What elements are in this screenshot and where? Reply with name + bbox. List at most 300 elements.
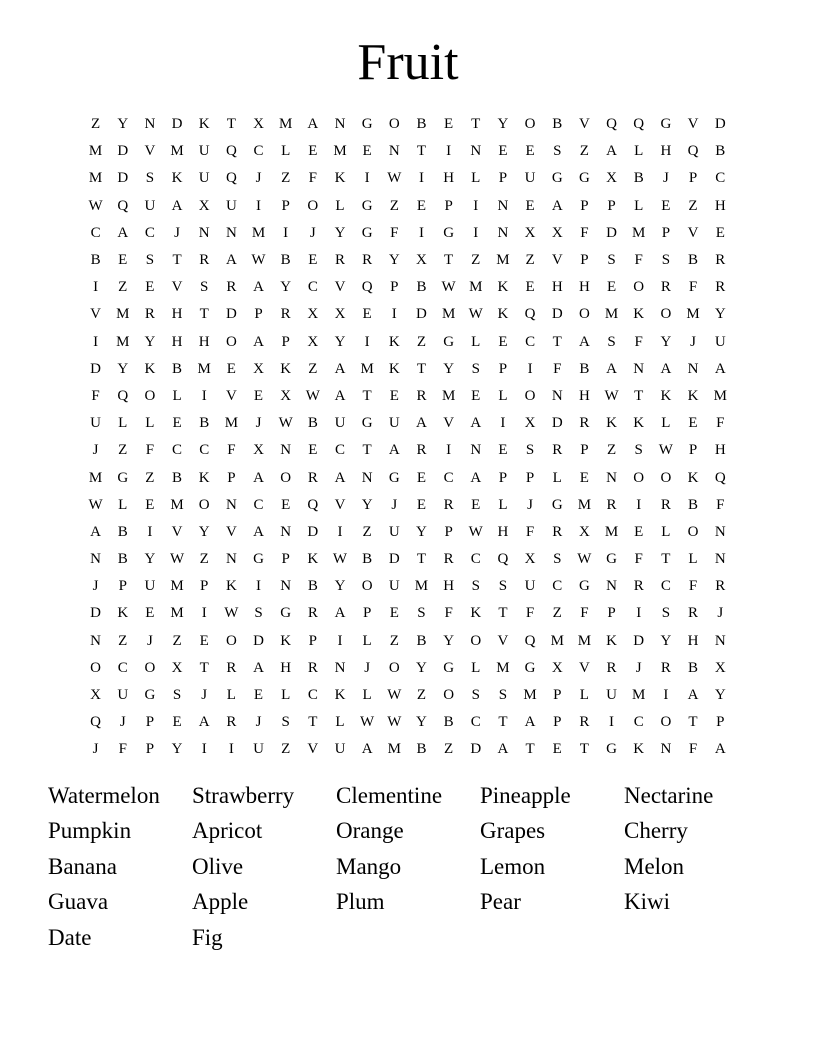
grid-letter: O [361,578,373,595]
grid-letter: A [524,714,536,731]
word-list-item: Watermelon [48,782,160,808]
grid-letter: K [497,279,509,296]
word-list-item: Guava [48,889,109,915]
grid-letter: L [118,415,128,432]
word-list-item: Date [48,924,92,950]
grid-letter: F [634,551,643,568]
grid-letter: M [523,687,537,704]
grid-letter: G [280,605,292,622]
grid-letter: I [337,632,343,649]
grid-letter: M [251,224,266,241]
word-list-item: Mango [336,853,402,879]
grid-letter: A [470,415,482,432]
word-list-item: Pineapple [480,782,571,808]
grid-letter: S [281,714,290,731]
grid-letter: W [305,387,320,404]
grid-row [82,600,734,627]
grid-letter: G [443,659,455,676]
grid-letter: D [117,170,129,187]
grid-letter: D [551,415,563,432]
grid-letter: W [604,387,619,404]
grid-letter: G [524,659,536,676]
grid-letter: W [387,170,402,187]
grid-letter: L [634,197,644,214]
grid-letter: J [92,442,99,459]
grid-letter: B [172,360,183,377]
grid-letter: T [579,741,589,758]
grid-letter: P [580,197,589,214]
grid-letter: O [225,632,237,649]
grid-letter: O [578,306,590,323]
grid-letter: N [714,551,726,568]
word-list-row [48,778,788,814]
grid-letter: W [387,687,402,704]
grid-letter: M [387,741,401,758]
grid-letter: U [388,578,400,595]
grid-letter: N [361,469,373,486]
grid-letter: S [471,687,480,704]
grid-letter: U [198,143,210,160]
grid-letter: M [632,224,646,241]
grid-letter: S [498,578,508,595]
grid-letter: E [281,496,291,513]
grid-letter: N [714,523,726,540]
grid-letter: R [579,415,590,432]
grid-letter: A [90,523,101,540]
word-list-row [48,885,788,921]
grid-letter: G [578,578,590,595]
grid-letter: J [662,170,669,187]
grid-letter: Z [444,741,454,758]
grid-letter: L [362,687,372,704]
grid-letter: K [198,116,210,133]
grid-letter: R [715,252,726,269]
grid-letter: X [551,224,563,241]
grid-letter: E [145,496,155,513]
grid-letter: P [607,605,616,622]
grid-letter: M [632,687,646,704]
grid-letter: S [254,605,263,622]
grid-letter: H [171,333,183,350]
grid-letter: E [444,116,454,133]
grid-letter: U [334,415,346,432]
grid-letter: F [525,605,535,622]
grid-letter: M [686,306,700,323]
grid-letter: N [90,632,101,649]
grid-letter: M [88,143,103,160]
grid-letter: T [416,360,427,377]
grid-letter: P [308,632,317,649]
grid-letter: Q [524,306,536,323]
grid-letter: W [278,415,293,432]
grid-letter: S [471,578,480,595]
grid-letter: C [144,224,155,241]
grid-letter: R [416,387,427,404]
word-list-item: Plum [336,889,385,915]
grid-letter: G [606,741,617,758]
grid-letter: N [334,116,346,133]
grid-letter: T [416,551,427,568]
grid-letter: E [715,224,725,241]
grid-letter: V [307,741,319,758]
grid-letter: I [283,224,289,241]
grid-letter: R [144,306,155,323]
grid-letter: E [362,306,372,323]
grid-letter: O [198,496,210,513]
grid-letter: D [551,306,563,323]
grid-letter: V [551,252,563,269]
grid-letter: N [551,387,563,404]
grid-letter: E [172,714,182,731]
grid-letter: H [551,279,563,296]
grid-letter: T [199,306,209,323]
grid-letter: M [577,632,592,649]
grid-letter: N [225,496,237,513]
grid-letter: P [281,551,290,568]
grid-letter: N [660,741,672,758]
grid-letter: O [280,469,292,486]
grid-letter: G [551,496,563,513]
grid-letter: K [687,469,699,486]
grid-letter: Q [524,632,536,649]
grid-letter: M [116,306,130,323]
grid-letter: F [716,415,725,432]
grid-letter: H [443,578,455,595]
grid-letter: L [172,387,182,404]
grid-letter: T [634,387,644,404]
grid-letter: J [201,687,208,704]
grid-letter: P [145,741,155,758]
grid-letter: O [307,197,319,214]
grid-letter: P [200,578,209,595]
grid-letter: D [117,143,129,160]
grid-letter: O [687,523,699,540]
grid-letter: B [416,116,427,133]
grid-letter: Y [660,632,672,649]
grid-letter: L [688,551,698,568]
grid-letter: K [171,170,183,187]
grid-letter: R [443,551,454,568]
grid-letter: X [334,306,346,323]
grid-letter: X [524,551,536,568]
grid-letter: O [144,387,156,404]
grid-letter: R [660,279,671,296]
grid-letter: I [500,415,506,432]
grid-letter: T [471,116,481,133]
grid-letter: P [145,714,155,731]
word-list-row [48,849,788,885]
grid-letter: Q [90,714,101,731]
page-title: Fruit [357,34,459,91]
grid-letter: G [144,687,156,704]
grid-letter: I [418,170,424,187]
grid-letter: J [174,224,180,241]
grid-row [82,193,734,220]
grid-letter: O [443,687,455,704]
grid-letter: P [580,252,589,269]
grid-letter: I [446,143,452,160]
word-search-grid [82,111,734,764]
grid-letter: P [661,224,671,241]
grid-letter: V [225,387,237,404]
grid-letter: X [524,224,536,241]
grid-letter: R [715,279,726,296]
grid-letter: D [307,523,319,540]
grid-letter: R [199,252,210,269]
grid-letter: C [660,578,671,595]
grid-letter: V [225,523,237,540]
grid-letter: Y [361,496,373,513]
grid-letter: R [280,306,291,323]
grid-letter: Y [334,578,346,595]
grid-letter: K [606,415,617,432]
grid-letter: J [119,714,126,731]
grid-letter: C [172,442,183,459]
grid-letter: T [226,116,236,133]
grid-letter: M [713,387,727,404]
grid-letter: B [199,415,210,432]
grid-row [82,356,734,383]
grid-letter: D [606,224,617,241]
grid-letter: I [636,496,642,513]
grid-letter: E [145,605,155,622]
grid-letter: O [225,333,237,350]
grid-letter: O [524,116,536,133]
grid-letter: P [580,442,589,459]
grid-letter: M [469,279,483,296]
grid-letter: S [498,687,508,704]
grid-letter: R [715,578,726,595]
grid-letter: U [388,415,400,432]
grid-letter: R [226,714,237,731]
grid-letter: A [606,143,617,160]
grid-letter: E [525,143,535,160]
grid-letter: L [335,714,345,731]
grid-letter: F [580,605,589,622]
grid-letter: M [496,252,510,269]
grid-letter: Z [688,197,698,214]
grid-letter: X [307,306,319,323]
grid-letter: N [225,551,237,568]
grid-letter: Q [687,143,699,160]
grid-letter: Y [497,116,509,133]
grid-letter: E [253,687,264,704]
grid-letter: I [364,333,370,350]
grid-letter: A [714,360,726,377]
grid-letter: J [364,659,371,676]
grid-letter: C [715,170,726,187]
grid-letter: E [416,197,427,214]
grid-letter: R [660,659,671,676]
grid-letter: Q [307,496,319,513]
grid-letter: A [253,279,264,296]
grid-letter: J [255,714,262,731]
grid-letter: H [171,306,183,323]
grid-row [82,492,734,519]
grid-letter: R [606,659,617,676]
grid-letter: J [690,333,696,350]
grid-letter: Z [145,469,155,486]
grid-letter: E [471,496,481,513]
grid-letter: Y [416,523,427,540]
grid-letter: I [93,279,99,296]
grid-letter: Y [117,360,129,377]
grid-letter: I [391,306,397,323]
word-list-item: Olive [192,853,244,879]
grid-letter: W [332,551,348,568]
grid-letter: K [144,360,156,377]
grid-letter: G [361,415,373,432]
grid-letter: V [90,306,101,323]
grid-letter: Z [416,687,427,704]
grid-row [82,247,734,274]
grid-letter: J [146,632,153,649]
grid-letter: A [253,333,264,350]
grid-letter: S [145,252,155,269]
grid-letter: I [609,714,615,731]
grid-letter: Q [117,387,129,404]
grid-letter: C [199,442,210,459]
grid-letter: I [636,605,642,622]
grid-letter: M [279,116,293,133]
grid-letter: K [225,578,237,595]
grid-letter: Q [633,116,645,133]
grid-letter: E [525,279,535,296]
grid-letter: B [688,496,699,513]
grid-letter: O [388,659,400,676]
grid-row [82,464,734,491]
grid-letter: Z [471,252,481,269]
grid-letter: R [334,252,345,269]
grid-letter: E [606,279,617,296]
grid-letter: U [524,578,536,595]
grid-letter: C [90,224,101,241]
grid-letter: S [607,333,616,350]
grid-letter: Z [118,442,128,459]
grid-letter: L [335,197,345,214]
grid-letter: J [635,659,642,676]
grid-letter: A [551,197,563,214]
grid-letter: Z [118,632,128,649]
grid-letter: N [90,551,101,568]
grid-letter: D [225,306,237,323]
grid-letter: D [714,116,726,133]
grid-letter: L [118,496,128,513]
grid-letter: W [251,252,266,269]
grid-letter: P [444,523,453,540]
grid-letter: M [88,469,103,486]
grid-letter: X [280,387,292,404]
word-list-item: Fig [192,924,223,950]
grid-letter: J [527,496,533,513]
grid-letter: X [253,442,264,459]
grid-letter: A [307,116,319,133]
grid-letter: F [688,578,698,595]
grid-row [82,138,734,165]
grid-letter: H [280,659,292,676]
grid-letter: W [441,279,456,296]
grid-letter: O [633,279,645,296]
grid-letter: P [444,197,453,214]
grid-letter: T [525,741,535,758]
grid-letter: Y [144,333,156,350]
grid-letter: T [308,714,318,731]
grid-letter: N [198,224,210,241]
grid-letter: A [334,605,346,622]
grid-letter: H [714,442,726,459]
grid-letter: S [553,143,562,160]
grid-letter: S [607,252,616,269]
grid-letter: V [687,224,699,241]
grid-letter: E [416,496,427,513]
grid-letter: I [446,442,452,459]
grid-letter: V [171,279,183,296]
grid-letter: M [197,360,211,377]
grid-letter: A [334,469,346,486]
grid-letter: E [552,741,562,758]
grid-letter: Y [714,306,726,323]
grid-letter: Z [199,551,209,568]
grid-letter: N [280,442,292,459]
grid-letter: F [91,387,100,404]
grid-letter: R [443,496,454,513]
grid-letter: Z [172,632,182,649]
grid-letter: K [388,360,400,377]
grid-letter: I [93,333,99,350]
grid-letter: X [90,687,101,704]
grid-letter: P [553,714,562,731]
grid-letter: L [498,387,508,404]
grid-row [82,628,734,655]
grid-letter: C [525,333,536,350]
grid-letter: O [90,659,101,676]
grid-letter: O [660,469,672,486]
word-list-item: Pumpkin [48,818,132,844]
grid-letter: X [551,659,563,676]
grid-letter: U [334,741,346,758]
grid-letter: F [634,333,643,350]
grid-letter: F [580,224,589,241]
grid-letter: N [334,659,346,676]
grid-letter: S [661,605,671,622]
grid-letter: I [256,197,262,214]
word-list-item: Lemon [480,853,546,879]
grid-letter: G [117,469,129,486]
grid-letter: S [634,442,643,459]
grid-letter: G [551,170,563,187]
grid-letter: K [633,415,645,432]
grid-letter: E [308,252,318,269]
grid-letter: N [606,578,617,595]
grid-letter: S [145,170,155,187]
grid-letter: Q [606,116,617,133]
grid-letter: X [253,116,264,133]
grid-letter: B [172,469,183,486]
grid-letter: U [606,687,617,704]
grid-letter: A [388,442,400,459]
grid-letter: I [473,197,479,214]
grid-letter: E [308,143,318,160]
grid-letter: A [361,741,373,758]
grid-letter: D [253,632,264,649]
grid-letter: A [334,387,346,404]
grid-letter: X [198,197,210,214]
grid-letter: A [470,469,482,486]
grid-letter: H [687,632,699,649]
grid-letter: G [578,170,590,187]
grid-letter: Z [308,360,318,377]
grid-letter: K [497,306,509,323]
